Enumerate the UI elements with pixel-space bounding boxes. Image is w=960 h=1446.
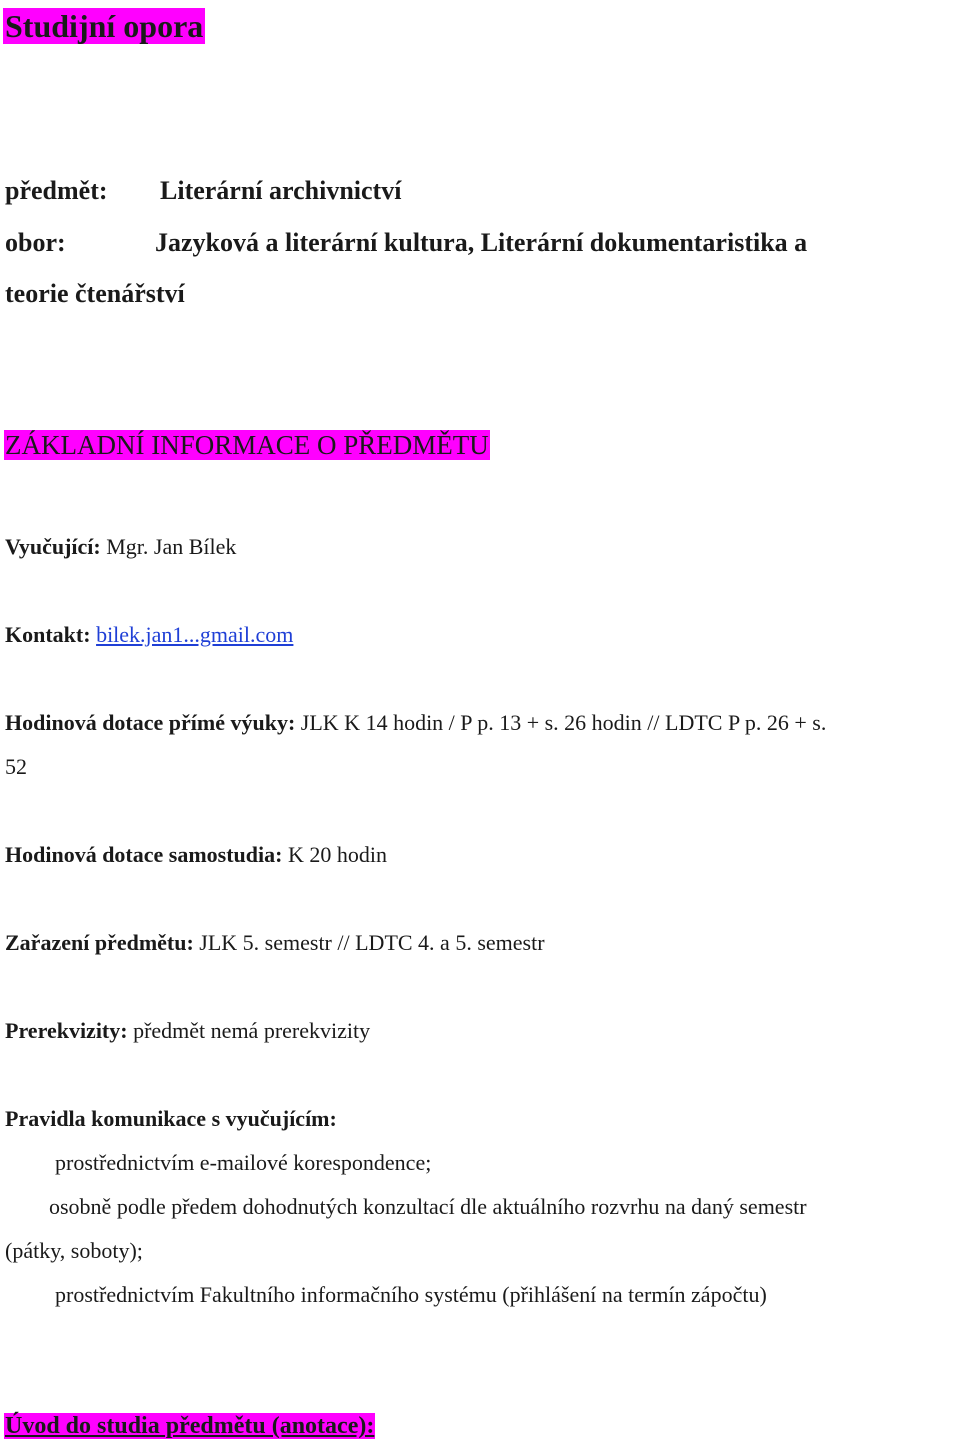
direct-hours-label: Hodinová dotace přímé výuky: xyxy=(5,710,296,735)
placement-value: JLK 5. semestr // LDTC 4. a 5. semestr xyxy=(193,930,545,955)
self-study-value: K 20 hodin xyxy=(282,842,387,867)
teacher-row xyxy=(5,534,236,560)
direct-hours-value: JLK K 14 hodin / P p. 13 + s. 26 hodin // LDTC P p. 26 + s. xyxy=(295,710,827,735)
document-title-row xyxy=(3,6,205,46)
comm-label: Pravidla komunikace s vyučujícím: xyxy=(5,1106,337,1131)
comm-item-email: prostřednictvím e-mailové korespondence; xyxy=(55,1150,432,1175)
field-label: obor: xyxy=(5,228,66,257)
placement-row xyxy=(5,930,545,956)
self-study-label: Hodinová dotace samostudia: xyxy=(5,842,283,867)
section-basic-heading: ZÁKLADNÍ INFORMACE O PŘEDMĚTU xyxy=(5,430,489,460)
placement-label: Zařazení předmětu: xyxy=(5,930,194,955)
self-study-row xyxy=(5,842,387,868)
section-intro-heading: Úvod do studia předmětu (anotace): xyxy=(5,1413,375,1439)
subject-label: předmět: xyxy=(5,176,108,205)
field-value-line1: Jazyková a literární kultura, Literární dokumentaristika a xyxy=(155,228,808,257)
direct-hours-row xyxy=(5,710,826,736)
direct-hours-value-cont: 52 xyxy=(5,754,27,779)
contact-row xyxy=(5,622,293,648)
comm-item-system: prostřednictvím Fakultního informačního systému (přihlášení na termín zápočtu) xyxy=(55,1282,767,1307)
prereq-value: předmět nemá prerekvizity xyxy=(127,1018,371,1043)
contact-label: Kontakt: xyxy=(5,622,91,647)
document-title: Studijní opora xyxy=(5,8,204,44)
prereq-row xyxy=(5,1018,370,1044)
teacher-label: Vyučující: xyxy=(5,534,101,559)
comm-item-personal: osobně podle předem dohodnutých konzultací dle aktuálního rozvrhu na daný semestr xyxy=(49,1194,807,1219)
prereq-label: Prerekvizity: xyxy=(5,1018,128,1043)
section-intro-row xyxy=(4,1411,375,1441)
subject-value: Literární archivnictví xyxy=(160,176,402,205)
comm-item-personal-cont: (pátky, soboty); xyxy=(5,1238,143,1263)
section-basic-row xyxy=(4,428,490,462)
teacher-value: Mgr. Jan Bílek xyxy=(100,534,237,559)
field-value-line2: teorie čtenářství xyxy=(5,279,185,308)
contact-email-link[interactable]: bilek.jan1...gmail.com xyxy=(96,622,294,647)
